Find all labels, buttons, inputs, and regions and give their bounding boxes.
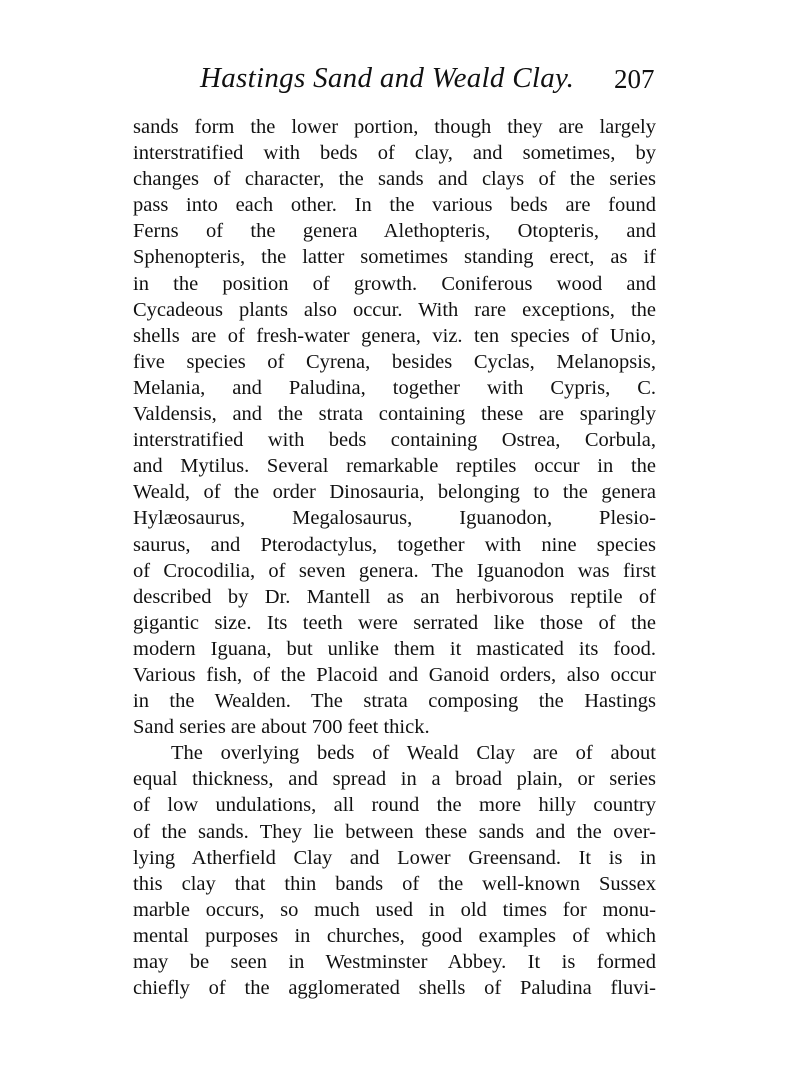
text-line: chiefly of the agglomerated shells of Paludina fluvi- <box>133 977 656 1000</box>
page-number: 207 <box>614 64 655 94</box>
text-line: of the sands. They lie between these sands and the over- <box>133 820 656 843</box>
text-line: Hylæosaurus, Megalosaurus, Iguanodon, Plesio- <box>133 507 656 530</box>
text-line: Weald, of the order Dinosauria, belonging to the genera <box>133 481 656 504</box>
text-line: sands form the lower portion, though they are largely <box>133 116 656 138</box>
body-text <box>133 114 656 1001</box>
text-line: changes of character, the sands and clays of the series <box>133 168 656 191</box>
text-line: Melania, and Paludina, together with Cypris, C. <box>133 376 656 399</box>
text-line: may be seen in Westminster Abbey. It is formed <box>133 951 656 973</box>
text-line: Valdensis, and the strata containing these are sparingly <box>133 403 656 426</box>
running-title: Hastings Sand and Weald Clay. <box>200 62 575 94</box>
text-line: five species of Cyrena, besides Cyclas, Melanopsis, <box>133 350 656 373</box>
text-line: saurus, and Pterodactylus, together with nine species <box>133 533 656 556</box>
text-line: in the Wealden. The strata composing the Hastings <box>133 690 656 713</box>
text-line: shells are of fresh-water genera, viz. ten species of Unio, <box>133 324 656 347</box>
text-line: this clay that thin bands of the well-known Sussex <box>133 872 656 895</box>
text-line: and Mytilus. Several remarkable reptiles occur in the <box>133 455 656 478</box>
text-line: of low undulations, all round the more hilly country <box>133 794 656 817</box>
text-line: pass into each other. In the various beds are found <box>133 194 656 217</box>
text-line: interstratified with beds of clay, and sometimes, by <box>133 142 656 165</box>
text-line: interstratified with beds containing Ostrea, Corbula, <box>133 429 656 452</box>
running-head <box>200 62 660 102</box>
text-line: Ferns of the genera Alethopteris, Otopteris, and <box>133 220 656 243</box>
text-line: modern Iguana, but unlike them it masticated its food. <box>133 637 656 660</box>
text-line: in the position of growth. Coniferous wood and <box>133 272 656 295</box>
text-line: marble occurs, so much used in old times for monu- <box>133 898 656 921</box>
text-line: equal thickness, and spread in a broad plain, or series <box>133 768 656 791</box>
text-line: of Crocodilia, of seven genera. The Iguanodon was first <box>133 559 656 582</box>
text-line: The overlying beds of Weald Clay are of about <box>171 742 656 765</box>
text-line: Sand series are about 700 feet thick. <box>133 716 430 739</box>
text-line: Sphenopteris, the latter sometimes standing erect, as if <box>133 246 656 269</box>
text-line: mental purposes in churches, good examples of which <box>133 924 656 947</box>
text-line: Various fish, of the Placoid and Ganoid orders, also occur <box>133 663 656 686</box>
text-line: gigantic size. Its teeth were serrated like those of the <box>133 611 656 634</box>
text-line: Cycadeous plants also occur. With rare exceptions, the <box>133 298 656 321</box>
text-line: lying Atherfield Clay and Lower Greensand. It is in <box>133 846 656 869</box>
text-line: described by Dr. Mantell as an herbivorous reptile of <box>133 585 656 608</box>
